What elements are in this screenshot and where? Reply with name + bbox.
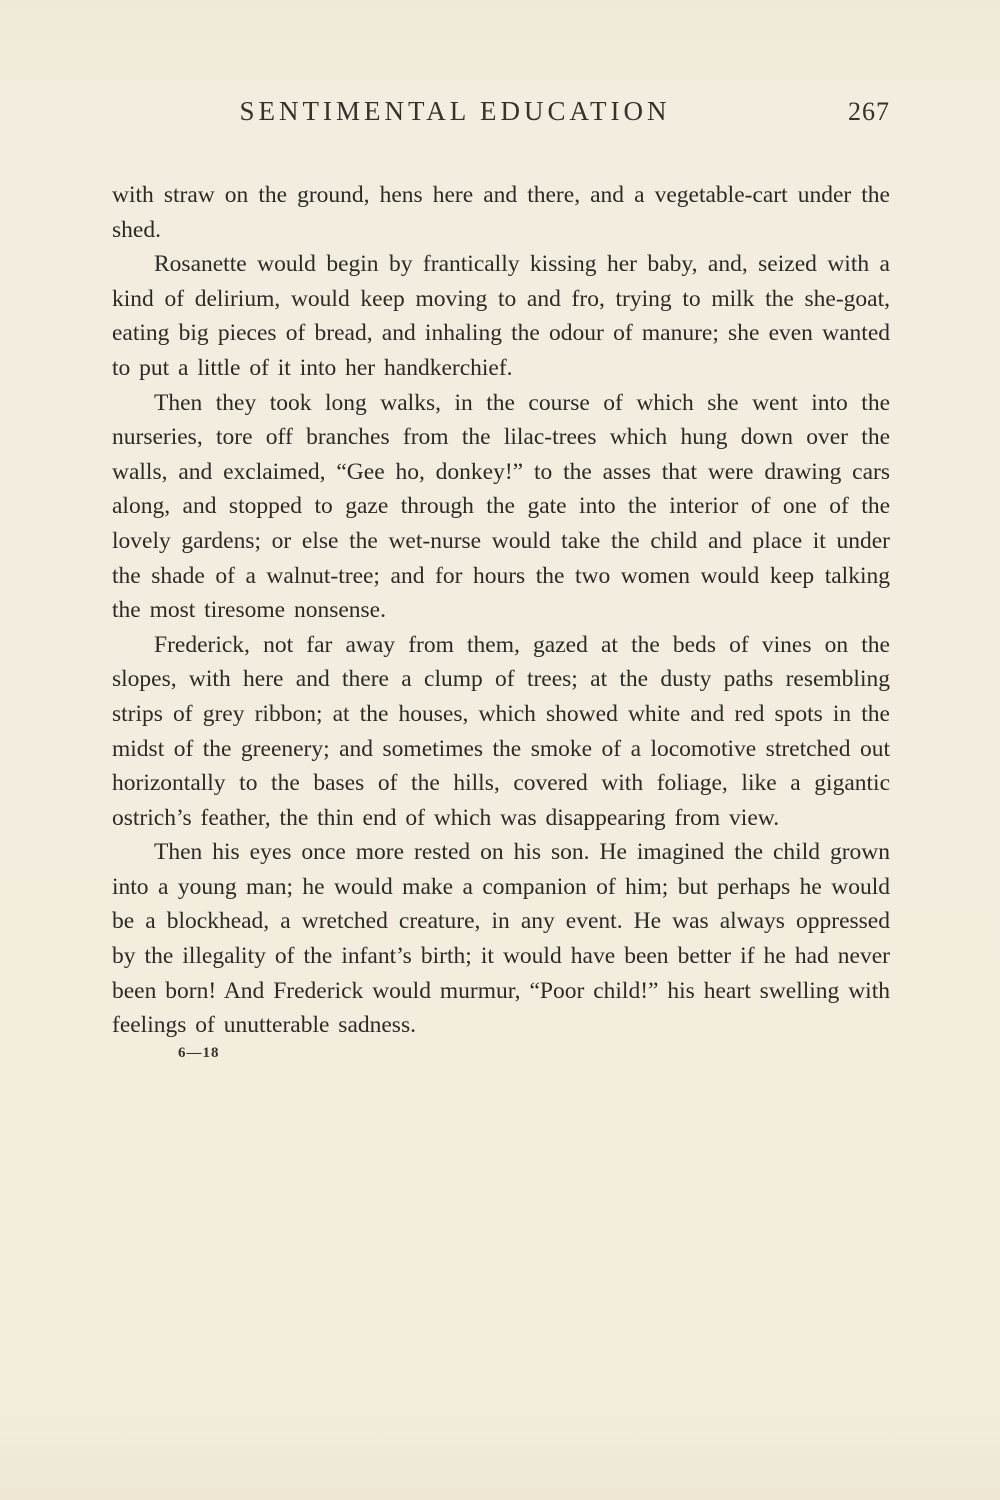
- running-head: [112, 96, 890, 140]
- paragraph: Frederick, not far away from them, gazed at the beds of vines on the slopes, with here and there a clump of trees; at the dusty paths resembling strips of grey ribbon; at the houses, which showed white and red spots in the midst of the greenery; and sometimes the smoke of a locomotive stretched out horizontally to the bases of the hills, covered with foliage, like a gigantic ostrich’s feather, the thin end of which was disappearing from view.: [112, 631, 890, 831]
- paragraph-continuation: with straw on the ground, hens here and there, and a vegetable-cart under the shed.: [112, 182, 890, 243]
- body-text: [112, 178, 890, 1043]
- paragraph: Then they took long walks, in the course of which she went into the nurseries, tore off branches from the lilac-trees which hung down over the walls, and exclaimed, “Gee ho, donkey!” to the asses that were drawing cars along, and stopped to gaze through the gate into the interior of one of the lovely gardens; or else the wet-nurse would take the child and place it under the shade of a walnut-tree; and for hours the two women would keep talking the most tiresome nonsense.: [112, 389, 890, 624]
- page-number: 267: [848, 97, 890, 126]
- printer-signature-mark: 6—18: [178, 1044, 220, 1061]
- paragraph: Then his eyes once more rested on his son. He imagined the child grown into a young man; he would make a companion of him; but perhaps he would be a blockhead, a wretched creature, in any event. He was always oppressed by the illegality of the infant’s birth; it would have been better if he had never been born! And Frederick would murmur, “Poor child!” his heart swelling with feelings of unutterable sadness.: [112, 839, 890, 1039]
- page-title: SENTIMENTAL EDUCATION: [239, 96, 671, 126]
- page-content: [112, 96, 890, 1062]
- paragraph: Rosanette would begin by frantically kissing her baby, and, seized with a kind of delirium, would keep moving to and fro, trying to milk the she-goat, eating big pieces of bread, and inhaling the odour of manure; she even wanted to put a little of it into her handkerchief.: [112, 251, 890, 381]
